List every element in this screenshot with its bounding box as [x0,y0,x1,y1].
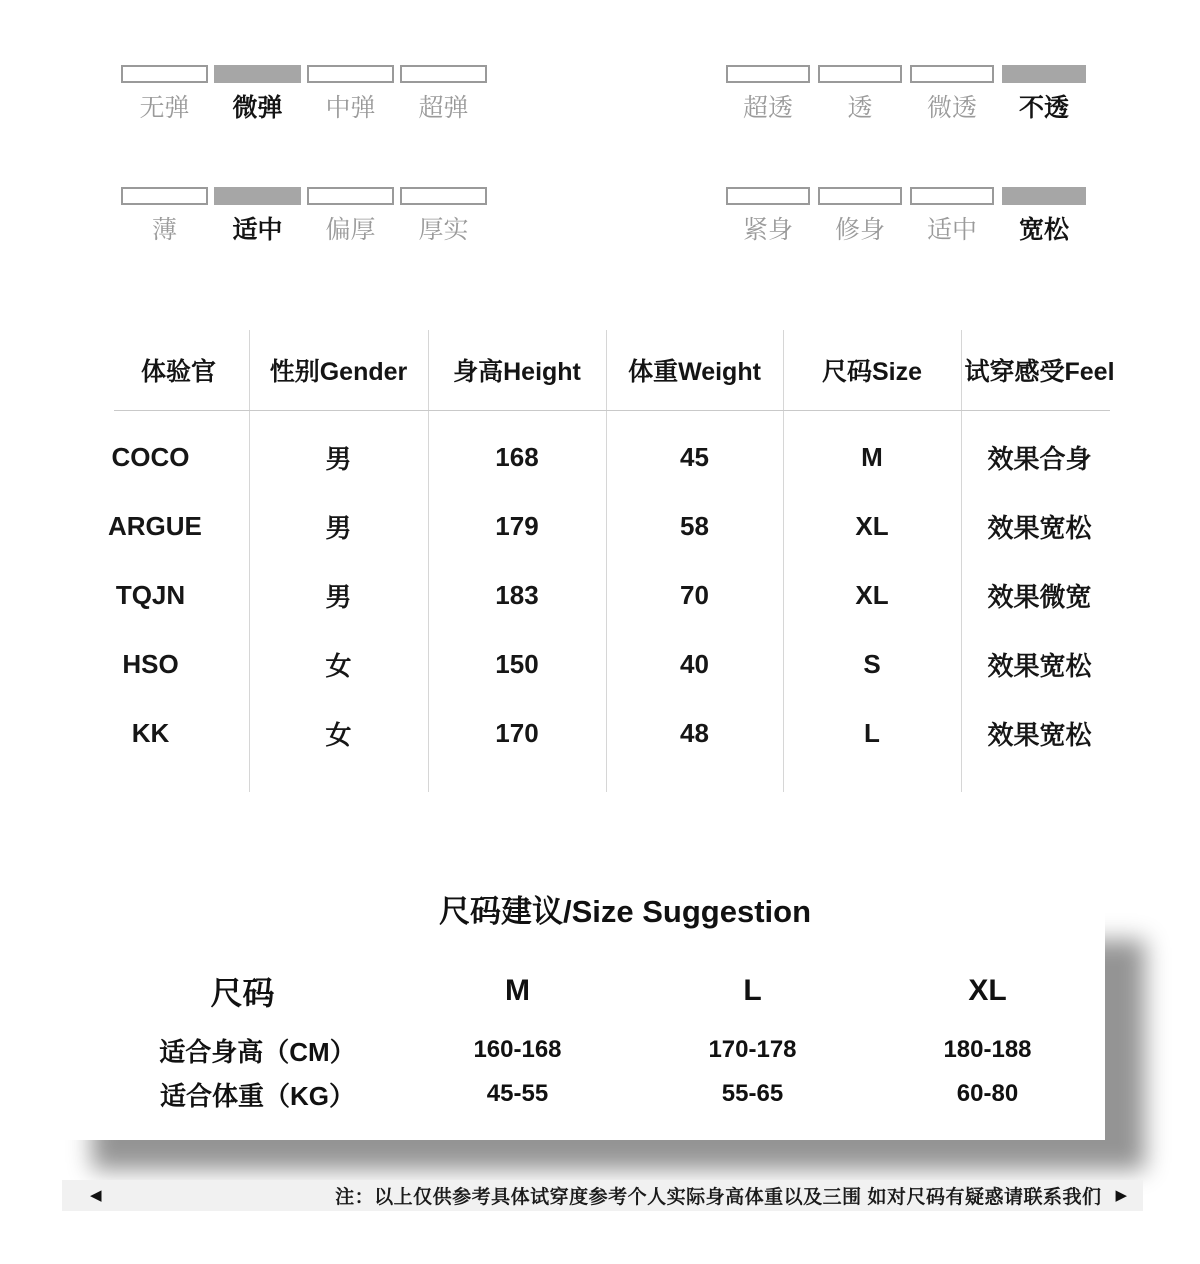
tester-size: XL [855,580,889,610]
tester-gender: 男 [325,513,352,543]
weight-range: 60-80 [956,1080,1019,1107]
tester-size: XL [855,511,889,541]
scale-option-label: 适中 [232,216,283,244]
tester-gender: 女 [325,651,352,681]
scale-segment [910,65,994,83]
row-label: 适合身高（CM） [159,1036,356,1067]
weight-range: 55-65 [721,1080,784,1107]
scale-option-label: 超透 [742,94,793,122]
row-label: 适合体重（KG） [159,1080,355,1111]
scale-option-label: 薄 [151,216,177,244]
scale-option-label: 中弹 [325,94,376,122]
tester-name: HSO [122,649,179,679]
weight-range: 45-55 [486,1080,549,1107]
tester-gender: 男 [325,582,352,612]
scale-segment [1002,187,1086,205]
tester-size: L [864,718,880,748]
table-row [108,561,1118,630]
column-divider [249,330,250,792]
try-on-table [108,330,1118,792]
tester-feel: 效果宽松 [987,720,1092,750]
tester-name: TQJN [115,580,186,610]
sheerness-scale [726,65,1086,122]
table-body [108,410,1118,768]
tester-size: S [863,649,881,679]
tester-name: ARGUE [108,511,202,541]
scale-segment [726,65,810,83]
tester-feel: 效果宽松 [987,513,1092,543]
size-option: L [743,974,762,1007]
note-bar [62,1180,1143,1211]
size-column-label: 尺码 [210,975,275,1011]
scale-option-label: 适中 [926,216,977,244]
tester-weight: 45 [680,442,709,472]
column-header: 试穿感受Feel [964,358,1115,386]
size-option: M [505,974,530,1007]
scale-option-label: 紧身 [742,216,793,244]
scale-segment [400,187,487,205]
tester-name: COCO [111,442,190,472]
tester-gender: 男 [325,444,352,474]
scale-segment [818,187,902,205]
scale-segment [214,187,301,205]
scale-segment [307,65,394,83]
tester-weight: 70 [680,580,709,610]
scale-segment [121,65,208,83]
column-divider [783,330,784,792]
thickness-scale-track [121,187,487,205]
tester-weight: 58 [680,511,709,541]
tester-feel: 效果宽松 [987,651,1092,681]
tester-weight: 48 [680,718,709,748]
column-header: 尺码Size [821,358,923,386]
sheerness-scale-track [726,65,1086,83]
height-range: 180-188 [943,1036,1032,1063]
tester-name: KK [131,718,170,748]
table-row [108,699,1118,768]
scale-option-label: 透 [847,94,873,122]
thickness-scale [121,187,487,244]
left-arrow-icon[interactable]: ◀ [90,1187,102,1204]
size-suggestion-header [85,955,1105,1027]
table-header-row [108,330,1118,410]
tester-height: 183 [495,580,539,610]
stretch-scale [121,65,487,122]
scale-segment [1002,65,1086,83]
column-header: 体验官 [140,358,216,386]
column-divider [961,330,962,792]
column-header: 性别Gender [269,358,408,386]
tester-height: 150 [495,649,539,679]
tester-feel: 效果合身 [987,444,1092,474]
column-header: 身高Height [453,358,581,386]
scale-option-label: 不透 [1018,94,1069,122]
table-row [108,492,1118,561]
scale-segment [121,187,208,205]
height-range: 170-178 [708,1036,797,1063]
scale-option-label: 修身 [834,216,885,244]
tester-height: 170 [495,718,539,748]
scale-option-label: 超弹 [418,94,469,122]
size-option: XL [968,974,1007,1007]
scale-segment [400,65,487,83]
tester-height: 168 [495,442,539,472]
scale-segment [214,65,301,83]
scale-option-label: 偏厚 [325,216,376,244]
height-range: 160-168 [473,1036,562,1063]
column-divider [428,330,429,792]
size-suggestion-title: 尺码建议/Size Suggestion [438,894,812,929]
header-divider [114,410,1110,411]
table-row [108,630,1118,699]
scale-option-label: 厚实 [418,216,469,244]
tester-height: 179 [495,511,539,541]
scale-option-label: 无弹 [139,94,190,122]
scale-segment [307,187,394,205]
scale-segment [910,187,994,205]
table-row [108,423,1118,492]
scale-option-label: 宽松 [1018,216,1069,244]
size-suggestion-table [85,955,1105,1115]
height-range-row [85,1027,1105,1073]
stretch-scale-track [121,65,487,83]
column-divider [606,330,607,792]
scale-segment [818,65,902,83]
tester-gender: 女 [325,720,352,750]
tester-weight: 40 [680,649,709,679]
weight-range-row [85,1073,1105,1115]
note-text: 注：以上仅供参考具体试穿度参考个人实际身高体重以及三围 如对尺码有疑惑请联系我们 [335,1187,1102,1208]
column-header: 体重Weight [628,358,761,386]
fit-scale-track [726,187,1086,205]
fit-scale [726,187,1086,244]
tester-size: M [861,442,883,472]
right-arrow-icon[interactable]: ▶ [1115,1187,1127,1204]
scale-segment [726,187,810,205]
tester-feel: 效果微宽 [987,582,1092,612]
scale-option-label: 微弹 [232,94,283,122]
scale-option-label: 微透 [926,94,977,122]
